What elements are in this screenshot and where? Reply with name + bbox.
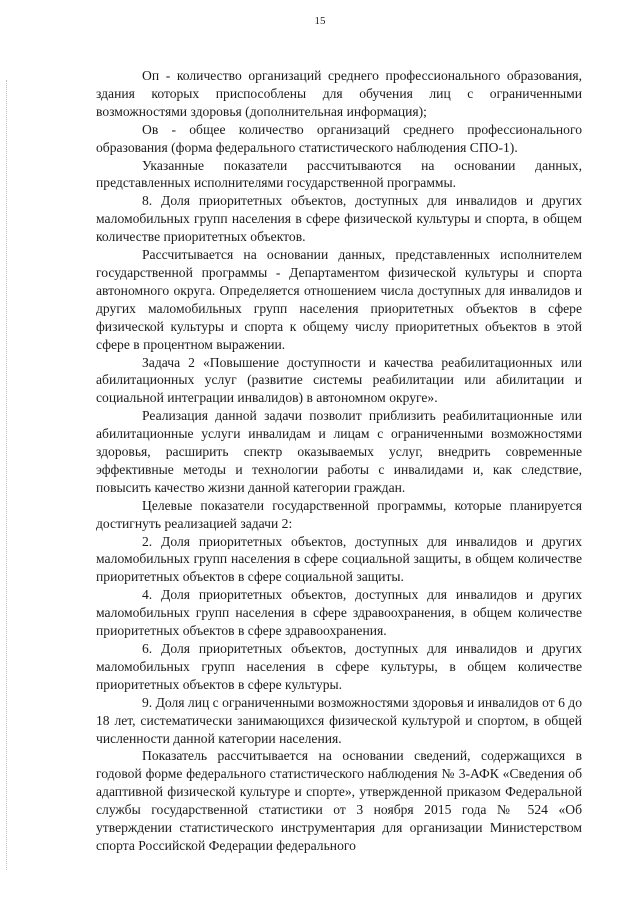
- paragraph-op-definition: Оп - количество организаций среднего профессионального образования, здания которых приспособлены для обучения лиц с ограниченными возможностями здоровья (дополнительная информация);: [96, 68, 582, 119]
- paragraph-indicator-8: 8. Доля приоритетных объектов, доступных для инвалидов и других маломобильных групп населения в сфере физической культуры и спорта, в общем количестве приоритетных объектов.: [96, 193, 582, 245]
- paragraph-target-indicators: Целевые показатели государственной программы, которые планируется достигнуть реализацией задачи 2:: [96, 497, 582, 531]
- document-body: [96, 67, 582, 855]
- paragraph-task-2-description: Реализация данной задачи позволит приблизить реабилитационные или абилитационные услуги инвалидам и лицам с ограниченными возможностями здоровья, расширить спектр оказываемых услуг, внедрить современные эффективные методы и технологии работы с инвалидами и, как следствие, повысить качество жизни данной категории граждан.: [96, 408, 582, 495]
- paragraph-indicator-9-calculation: Показатель рассчитывается на основании сведений, содержащихся в годовой форме федерального статистического наблюдения № 3-АФК «Сведения об адаптивной физической культуре и спорте», утвержденной приказом Федеральной службы государственной статистики от 3 ноября 2015 года № 524 «Об утверждении статистического инструментария для организации Министерством спорта Российской Федерации федерального: [96, 748, 582, 853]
- paragraph-indicator-2: 2. Доля приоритетных объектов, доступных для инвалидов и других маломобильных групп населения в сфере социальной защиты, в общем количестве приоритетных объектов в сфере социальной защиты.: [96, 533, 582, 585]
- paragraph-task-2-title: Задача 2 «Повышение доступности и качества реабилитационных или абилитационных услуг (развитие системы реабилитации или абилитации и социальной интеграции инвалидов) в автономном округе».: [96, 354, 582, 406]
- paragraph-ov-definition: Ов - общее количество организаций среднего профессионального образования (форма федерального статистического наблюдения СПО-1).: [96, 121, 582, 155]
- paragraph-indicator-6: 6. Доля приоритетных объектов, доступных для инвалидов и других маломобильных групп населения в сфере культуры, в общем количестве приоритетных объектов в сфере культуры.: [96, 641, 582, 692]
- paragraph-indicator-9: 9. Доля лиц с ограниченными возможностями здоровья и инвалидов от 6 до 18 лет, систематически занимающихся физической культурой и спортом, в общей численности данной категории населения.: [96, 694, 582, 746]
- paragraph-indicator-8-calculation: Рассчитывается на основании данных, представленных исполнителем государственной программы - Департаментом физической культуры и спорта автономного округа. Определяется отношением числа доступных для инвалидов и других маломобильных групп населения приоритетных объектов в сфере физической культуры и спорта к общему числу приоритетных объектов в этой сфере в процентном выражении.: [96, 247, 582, 352]
- paragraph-indicator-4: 4. Доля приоритетных объектов, доступных для инвалидов и других маломобильных групп населения в сфере здравоохранения, в общем количестве приоритетных объектов в сфере здравоохранения.: [96, 587, 582, 639]
- scan-margin-artifact: [6, 80, 9, 870]
- page-number: 15: [314, 15, 326, 27]
- paragraph-indicators-basis: Указанные показатели рассчитываются на основании данных, представленных исполнителями государственной программы.: [96, 157, 582, 191]
